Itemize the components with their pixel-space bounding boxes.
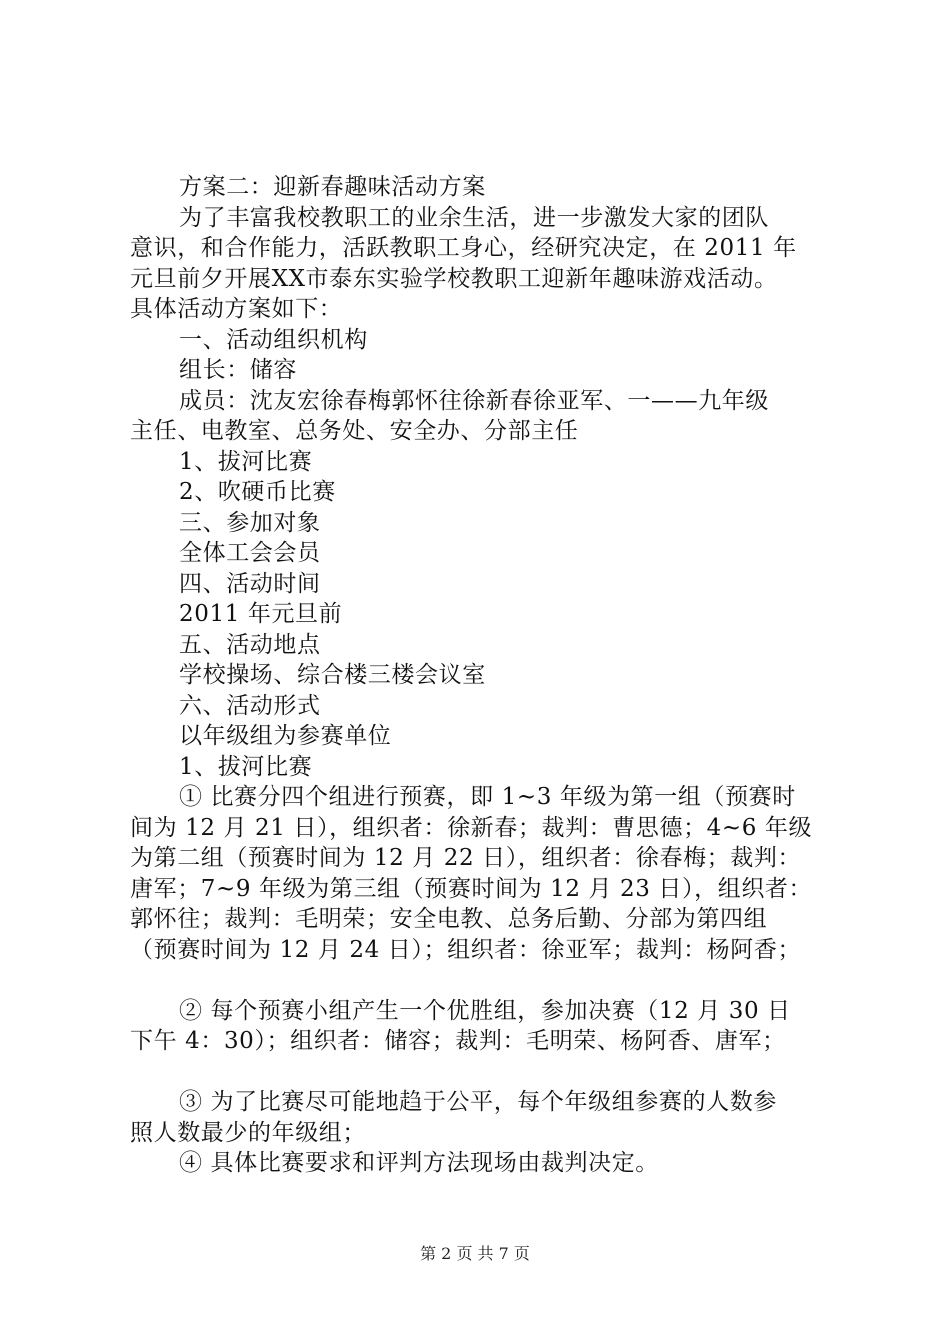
text-line: 1、拔河比赛 [179, 448, 313, 475]
text-line: 为第二组（预赛时间为 12 月 22 日），组织者：徐春梅；裁判： [130, 845, 802, 871]
text-line: 2、吹硬币比赛 [179, 479, 336, 505]
text-line: 2011 年元旦前 [179, 601, 343, 627]
text-line: 照人数最少的年级组； [130, 1119, 366, 1146]
text-line: 主任、电教室、总务处、安全办、分部主任 [130, 418, 579, 444]
text-line: 唐军；7~9 年级为第三组（预赛时间为 12 月 23 日），组织者： [130, 875, 813, 902]
text-line: 四、活动时间 [179, 570, 321, 597]
blank-line [130, 965, 850, 996]
text-line: 组长：储容 [179, 357, 297, 383]
text-line: ② 每个预赛小组产生一个优胜组，参加决赛（12 月 30 日 [179, 997, 791, 1024]
text-line: 为了丰富我校教职工的业余生活，进一步激发大家的团队 [179, 204, 769, 231]
text-line: 一、活动组织机构 [179, 326, 368, 353]
text-line: 间为 12 月 21 日），组织者：徐新春；裁判：曹思德；4~6 年级 [130, 814, 813, 841]
document-body [130, 172, 850, 1179]
text-line: 六、活动形式 [179, 692, 321, 719]
text-line: 具体活动方案如下： [130, 296, 343, 322]
text-line: 下午 4：30）；组织者：储容；裁判：毛明荣、杨阿香、唐军； [130, 1028, 786, 1054]
text-line: 以年级组为参赛单位 [179, 723, 392, 749]
text-line: 三、参加对象 [179, 509, 321, 536]
text-line: （预赛时间为 12 月 24 日）；组织者：徐亚军；裁判：杨阿香； [130, 936, 802, 963]
text-line: 1、拔河比赛 [179, 753, 313, 780]
text-line: 全体工会会员 [179, 540, 321, 566]
text-line: ① 比赛分四个组进行预赛，即 1~3 年级为第一组（预赛时 [179, 784, 796, 810]
text-line: 学校操场、综合楼三楼会议室 [179, 662, 486, 688]
blank-line [130, 1057, 850, 1088]
text-line: 意识，和合作能力，活跃教职工身心，经研究决定，在 2011 年 [130, 235, 797, 261]
text-line: ③ 为了比赛尽可能地趋于公平，每个年级组参赛的人数参 [179, 1089, 777, 1115]
page-number-footer: 第 2 页 共 7 页 [420, 1244, 530, 1263]
text-line: 方案二：迎新春趣味活动方案 [179, 174, 486, 200]
text-line: 元旦前夕开展XX市泰东实验学校教职工迎新年趣味游戏活动。 [130, 265, 778, 292]
text-line: 五、活动地点 [179, 631, 321, 658]
text-line: 成员：沈友宏徐春梅郭怀往徐新春徐亚军、一——九年级 [179, 387, 769, 414]
text-line: ④ 具体比赛要求和评判方法现场由裁判决定。 [179, 1150, 659, 1176]
text-line: 郭怀往；裁判：毛明荣；安全电教、总务后勤、分部为第四组 [130, 906, 768, 932]
